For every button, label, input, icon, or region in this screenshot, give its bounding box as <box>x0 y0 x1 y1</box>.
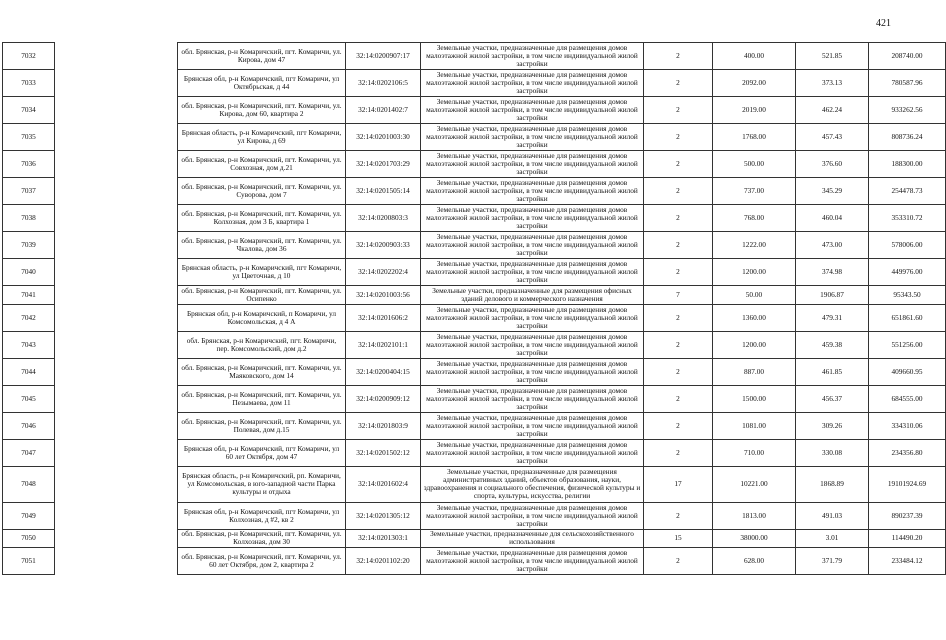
land-use-cell: Земельные участки, предназначенные для сельскохозяйственного использования <box>421 529 644 548</box>
zone-cell: 2 <box>644 178 713 205</box>
land-use-cell: Земельные участки, предназначенные для размещения домов малоэтажной жилой застройки, в том числе индивидуальной жилой застройки <box>421 124 644 151</box>
row-number-cell: 7045 <box>3 385 55 412</box>
cadastral-number-cell: 32:14:0200404:15 <box>346 358 421 385</box>
area-cell: 1813.00 <box>713 502 796 529</box>
address-cell: обл. Брянская, р-н Комаричский, пгт. Комаричи, пер. Комсомольский, дом д.2 <box>178 331 346 358</box>
table-row <box>3 205 946 232</box>
land-use-cell: Земельные участки, предназначенные для размещения домов малоэтажной жилой застройки, в том числе индивидуальной жилой застройки <box>421 412 644 439</box>
zone-cell: 2 <box>644 70 713 97</box>
land-use-cell: Земельные участки, предназначенные для размещения домов малоэтажной жилой застройки, в том числе индивидуальной жилой застройки <box>421 151 644 178</box>
cadastral-number-cell: 32:14:0200907:17 <box>346 43 421 70</box>
area-cell: 1360.00 <box>713 304 796 331</box>
table-row <box>3 304 946 331</box>
cadastral-number-cell: 32:14:0200909:12 <box>346 385 421 412</box>
row-number-cell: 7036 <box>3 151 55 178</box>
unit-value-cell: 521.85 <box>796 43 869 70</box>
empty-cell <box>55 331 178 358</box>
unit-value-cell: 1906.87 <box>796 286 869 305</box>
area-cell: 1768.00 <box>713 124 796 151</box>
cadastral-value-cell: 208740.00 <box>869 43 946 70</box>
address-cell: обл. Брянская, р-н Комаричский, пгт. Комаричи, ул. Кирова, дом 47 <box>178 43 346 70</box>
land-use-cell: Земельные участки, предназначенные для размещения офисных зданий делового и коммерческого назначения <box>421 286 644 305</box>
land-use-cell: Земельные участки, предназначенные для размещения домов малоэтажной жилой застройки, в том числе индивидуальной жилой застройки <box>421 502 644 529</box>
cadastral-value-cell: 188300.00 <box>869 151 946 178</box>
empty-cell <box>55 259 178 286</box>
empty-cell <box>55 124 178 151</box>
empty-cell <box>55 205 178 232</box>
table-row <box>3 178 946 205</box>
land-use-cell: Земельные участки, предназначенные для размещения домов малоэтажной жилой застройки, в том числе индивидуальной жилой застройки <box>421 232 644 259</box>
address-cell: обл. Брянская, р-н Комаричский, пгт. Комаричи, ул. Осипенко <box>178 286 346 305</box>
cadastral-value-cell: 254478.73 <box>869 178 946 205</box>
zone-cell: 2 <box>644 43 713 70</box>
zone-cell: 2 <box>644 232 713 259</box>
table-row <box>3 97 946 124</box>
land-use-cell: Земельные участки, предназначенные для размещения домов малоэтажной жилой застройки, в том числе индивидуальной жилой застройки <box>421 205 644 232</box>
row-number-cell: 7042 <box>3 304 55 331</box>
unit-value-cell: 376.60 <box>796 151 869 178</box>
table-row <box>3 529 946 548</box>
area-cell: 1222.00 <box>713 232 796 259</box>
address-cell: Брянская обл, р-н Комаричский, п Комаричи, ул Комсомольская, д 4 А <box>178 304 346 331</box>
address-cell: обл. Брянская, р-н Комаричский, пгт. Комаричи, ул. Кирова, дом 60, квартира 2 <box>178 97 346 124</box>
area-cell: 2092.00 <box>713 70 796 97</box>
page-number: 421 <box>876 18 891 29</box>
cadastral-value-cell: 933262.56 <box>869 97 946 124</box>
table-row <box>3 548 946 575</box>
unit-value-cell: 491.03 <box>796 502 869 529</box>
area-cell: 1500.00 <box>713 385 796 412</box>
area-cell: 628.00 <box>713 548 796 575</box>
area-cell: 768.00 <box>713 205 796 232</box>
unit-value-cell: 1868.89 <box>796 466 869 502</box>
empty-cell <box>55 151 178 178</box>
cadastral-number-cell: 32:14:0201602:4 <box>346 466 421 502</box>
cadastral-number-cell: 32:14:0201402:7 <box>346 97 421 124</box>
row-number-cell: 7038 <box>3 205 55 232</box>
empty-cell <box>55 439 178 466</box>
address-cell: обл. Брянская, р-н Комаричский, пгт. Комаричи, ул. Колхозная, дом 3 Б, квартира 1 <box>178 205 346 232</box>
cadastral-value-cell: 578006.00 <box>869 232 946 259</box>
land-use-cell: Земельные участки, предназначенные для размещения домов малоэтажной жилой застройки, в том числе индивидуальной жилой застройки <box>421 97 644 124</box>
address-cell: Брянская обл, р-н Комаричский, пгт Комаричи, ул Колхозная, д #2, кв 2 <box>178 502 346 529</box>
cadastral-value-cell: 409660.95 <box>869 358 946 385</box>
cadastral-value-cell: 449976.00 <box>869 259 946 286</box>
row-number-cell: 7051 <box>3 548 55 575</box>
address-cell: обл. Брянская, р-н Комаричский, пгт. Комаричи, ул. 60 лет Октября, дом 2, квартира 2 <box>178 548 346 575</box>
zone-cell: 2 <box>644 439 713 466</box>
land-use-cell: Земельные участки, предназначенные для размещения домов малоэтажной жилой застройки, в том числе индивидуальной жилой застройки <box>421 358 644 385</box>
cadastral-number-cell: 32:14:0201305:12 <box>346 502 421 529</box>
area-cell: 400.00 <box>713 43 796 70</box>
area-cell: 1200.00 <box>713 259 796 286</box>
area-cell: 50.00 <box>713 286 796 305</box>
address-cell: обл. Брянская, р-н Комаричский, пгт. Комаричи, ул. Полевая, дом д.15 <box>178 412 346 439</box>
cadastral-value-cell: 95343.50 <box>869 286 946 305</box>
empty-cell <box>55 70 178 97</box>
address-cell: обл. Брянская, р-н Комаричский, пгт. Комаричи, ул. Пезымаева, дом 11 <box>178 385 346 412</box>
cadastral-value-cell: 19101924.69 <box>869 466 946 502</box>
row-number-cell: 7032 <box>3 43 55 70</box>
table-row <box>3 151 946 178</box>
table-row <box>3 466 946 502</box>
unit-value-cell: 457.43 <box>796 124 869 151</box>
row-number-cell: 7033 <box>3 70 55 97</box>
cadastral-number-cell: 32:14:0201703:29 <box>346 151 421 178</box>
zone-cell: 2 <box>644 124 713 151</box>
cadastral-number-cell: 32:14:0201803:9 <box>346 412 421 439</box>
table-row <box>3 124 946 151</box>
unit-value-cell: 456.37 <box>796 385 869 412</box>
land-use-cell: Земельные участки, предназначенные для размещения домов малоэтажной жилой застройки, в том числе индивидуальной жилой застройки <box>421 385 644 412</box>
address-cell: обл. Брянская, р-н Комаричский, пгт. Комаричи, ул. Колхозная, дом 30 <box>178 529 346 548</box>
unit-value-cell: 374.98 <box>796 259 869 286</box>
zone-cell: 2 <box>644 331 713 358</box>
zone-cell: 15 <box>644 529 713 548</box>
cadastral-value-table <box>2 42 946 575</box>
unit-value-cell: 460.04 <box>796 205 869 232</box>
table-row <box>3 385 946 412</box>
cadastral-value-cell: 334310.06 <box>869 412 946 439</box>
address-cell: обл. Брянская, р-н Комаричский, пгт. Комаричи, ул. Суворова, дом 7 <box>178 178 346 205</box>
cadastral-number-cell: 32:14:0202202:4 <box>346 259 421 286</box>
land-use-cell: Земельные участки, предназначенные для размещения домов малоэтажной жилой застройки, в том числе индивидуальной жилой застройки <box>421 259 644 286</box>
row-number-cell: 7035 <box>3 124 55 151</box>
row-number-cell: 7049 <box>3 502 55 529</box>
zone-cell: 2 <box>644 205 713 232</box>
row-number-cell: 7046 <box>3 412 55 439</box>
land-use-cell: Земельные участки, предназначенные для размещения домов малоэтажной жилой застройки, в том числе индивидуальной жилой застройки <box>421 304 644 331</box>
area-cell: 737.00 <box>713 178 796 205</box>
cadastral-value-cell: 234356.80 <box>869 439 946 466</box>
cadastral-value-cell: 684555.00 <box>869 385 946 412</box>
table-row <box>3 331 946 358</box>
unit-value-cell: 345.29 <box>796 178 869 205</box>
unit-value-cell: 473.00 <box>796 232 869 259</box>
cadastral-number-cell: 32:14:0202106:5 <box>346 70 421 97</box>
empty-cell <box>55 304 178 331</box>
unit-value-cell: 462.24 <box>796 97 869 124</box>
empty-cell <box>55 548 178 575</box>
cadastral-number-cell: 32:14:0201502:12 <box>346 439 421 466</box>
cadastral-value-cell: 808736.24 <box>869 124 946 151</box>
cadastral-value-cell: 890237.39 <box>869 502 946 529</box>
table-row <box>3 232 946 259</box>
empty-cell <box>55 97 178 124</box>
cadastral-value-cell: 353310.72 <box>869 205 946 232</box>
row-number-cell: 7034 <box>3 97 55 124</box>
cadastral-number-cell: 32:14:0201505:14 <box>346 178 421 205</box>
cadastral-number-cell: 32:14:0200903:33 <box>346 232 421 259</box>
cadastral-number-cell: 32:14:0202101:1 <box>346 331 421 358</box>
address-cell: обл. Брянская, р-н Комаричский, пгт. Комаричи, ул. Чкалова, дом 36 <box>178 232 346 259</box>
empty-cell <box>55 412 178 439</box>
zone-cell: 2 <box>644 358 713 385</box>
area-cell: 10221.00 <box>713 466 796 502</box>
zone-cell: 7 <box>644 286 713 305</box>
row-number-cell: 7040 <box>3 259 55 286</box>
unit-value-cell: 371.79 <box>796 548 869 575</box>
row-number-cell: 7043 <box>3 331 55 358</box>
unit-value-cell: 330.08 <box>796 439 869 466</box>
zone-cell: 2 <box>644 304 713 331</box>
row-number-cell: 7050 <box>3 529 55 548</box>
area-cell: 500.00 <box>713 151 796 178</box>
cadastral-value-cell: 780587.96 <box>869 70 946 97</box>
empty-cell <box>55 43 178 70</box>
unit-value-cell: 459.38 <box>796 331 869 358</box>
table-row <box>3 286 946 305</box>
unit-value-cell: 3.01 <box>796 529 869 548</box>
address-cell: Брянская область, р-н Комаричский, пгт Комаричи, ул Цветочная, д 10 <box>178 259 346 286</box>
area-cell: 38000.00 <box>713 529 796 548</box>
land-use-cell: Земельные участки, предназначенные для размещения домов малоэтажной жилой застройки, в том числе индивидуальной жилой застройки <box>421 331 644 358</box>
address-cell: обл. Брянская, р-н Комаричский, пгт. Комаричи, ул. Маяковского, дом 14 <box>178 358 346 385</box>
area-cell: 887.00 <box>713 358 796 385</box>
address-cell: обл. Брянская, р-н Комаричский, пгт. Комаричи, ул. Совхозная, дом д.21 <box>178 151 346 178</box>
zone-cell: 2 <box>644 548 713 575</box>
cadastral-value-cell: 551256.00 <box>869 331 946 358</box>
cadastral-value-cell: 651861.60 <box>869 304 946 331</box>
row-number-cell: 7041 <box>3 286 55 305</box>
address-cell: Брянская область, р-н Комаричский, пгт Комаричи, ул Кирова, д 69 <box>178 124 346 151</box>
land-use-cell: Земельные участки, предназначенные для размещения административных зданий, объектов образования, науки, здравоохранения и социального обеспечения, физической культуры и спорта, культуры, искусства, религии <box>421 466 644 502</box>
land-use-cell: Земельные участки, предназначенные для размещения домов малоэтажной жилой застройки, в том числе индивидуальной жилой застройки <box>421 43 644 70</box>
cadastral-number-cell: 32:14:0201003:30 <box>346 124 421 151</box>
area-cell: 1081.00 <box>713 412 796 439</box>
zone-cell: 2 <box>644 502 713 529</box>
empty-cell <box>55 358 178 385</box>
cadastral-value-cell: 233484.12 <box>869 548 946 575</box>
empty-cell <box>55 385 178 412</box>
cadastral-number-cell: 32:14:0201303:1 <box>346 529 421 548</box>
cadastral-number-cell: 32:14:0201102:20 <box>346 548 421 575</box>
zone-cell: 2 <box>644 97 713 124</box>
row-number-cell: 7047 <box>3 439 55 466</box>
empty-cell <box>55 178 178 205</box>
empty-cell <box>55 286 178 305</box>
unit-value-cell: 461.85 <box>796 358 869 385</box>
area-cell: 1200.00 <box>713 331 796 358</box>
unit-value-cell: 479.31 <box>796 304 869 331</box>
zone-cell: 2 <box>644 385 713 412</box>
row-number-cell: 7048 <box>3 466 55 502</box>
table-body <box>3 43 946 575</box>
zone-cell: 17 <box>644 466 713 502</box>
empty-cell <box>55 232 178 259</box>
land-use-cell: Земельные участки, предназначенные для размещения домов малоэтажной жилой застройки, в том числе индивидуальной жилой застройки <box>421 548 644 575</box>
area-cell: 710.00 <box>713 439 796 466</box>
empty-cell <box>55 529 178 548</box>
table-row <box>3 259 946 286</box>
cadastral-number-cell: 32:14:0200803:3 <box>346 205 421 232</box>
address-cell: Брянская обл, р-н Комаричский, пгт Комаричи, ул 60 лет Октября, дом 47 <box>178 439 346 466</box>
cadastral-value-cell: 114490.20 <box>869 529 946 548</box>
zone-cell: 2 <box>644 259 713 286</box>
table-row <box>3 43 946 70</box>
row-number-cell: 7037 <box>3 178 55 205</box>
row-number-cell: 7039 <box>3 232 55 259</box>
table-row <box>3 412 946 439</box>
table-row <box>3 70 946 97</box>
cadastral-number-cell: 32:14:0201606:2 <box>346 304 421 331</box>
row-number-cell: 7044 <box>3 358 55 385</box>
land-use-cell: Земельные участки, предназначенные для размещения домов малоэтажной жилой застройки, в том числе индивидуальной жилой застройки <box>421 178 644 205</box>
table-row <box>3 439 946 466</box>
area-cell: 2019.00 <box>713 97 796 124</box>
zone-cell: 2 <box>644 412 713 439</box>
cadastral-number-cell: 32:14:0201003:56 <box>346 286 421 305</box>
address-cell: Брянская область, р-н Комаричский, рп. Комаричи, ул Комсомольская, в юго-западной части Парка культуры и отдыха <box>178 466 346 502</box>
land-use-cell: Земельные участки, предназначенные для размещения домов малоэтажной жилой застройки, в том числе индивидуальной жилой застройки <box>421 439 644 466</box>
empty-cell <box>55 466 178 502</box>
table-row <box>3 502 946 529</box>
empty-cell <box>55 502 178 529</box>
table-row <box>3 358 946 385</box>
unit-value-cell: 373.13 <box>796 70 869 97</box>
address-cell: Брянская обл, р-н Комаричский, пгт Комаричи, ул Октябрьская, д 44 <box>178 70 346 97</box>
unit-value-cell: 309.26 <box>796 412 869 439</box>
land-use-cell: Земельные участки, предназначенные для размещения домов малоэтажной жилой застройки, в том числе индивидуальной жилой застройки <box>421 70 644 97</box>
zone-cell: 2 <box>644 151 713 178</box>
